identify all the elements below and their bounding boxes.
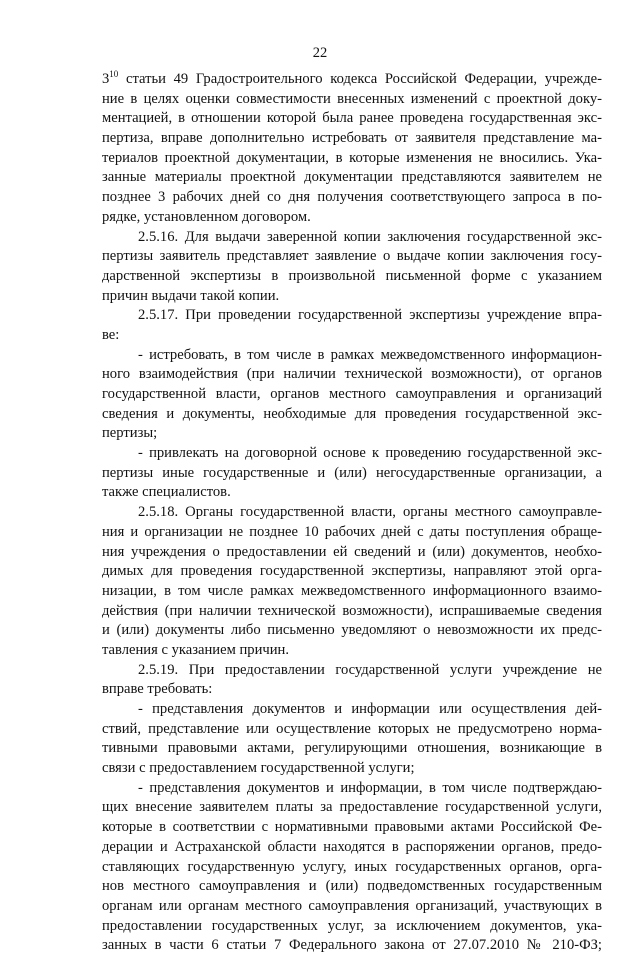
- text-line: связи с предоставлением государственной услуги;: [102, 760, 415, 777]
- text-line: димых для проведения государственной экспертизы, направляют этой орга-: [102, 563, 602, 580]
- text-line: которые в соответствии с нормативными правовыми актами Российской Фе-: [102, 819, 602, 836]
- text-line: позднее 3 рабочих дней со дня получения соответствующего запроса в по-: [102, 189, 602, 206]
- text-line: 2.5.17. При проведении государственной экспертизы учреждение впра-: [138, 307, 602, 324]
- text-line: государственной власти, органов местного самоуправления и организаций: [102, 386, 602, 402]
- text-line: ния учреждения о предоставлении ей сведений и (или) документов, необхо-: [102, 543, 602, 560]
- text-line: щих внесение заявителем платы за предоставление государственной услуги,: [102, 799, 602, 816]
- text-line: тавления с указанием причин.: [102, 641, 289, 658]
- text-line: действия (при наличии технической возможности), испрашиваемые сведения: [102, 602, 602, 619]
- text-line: пертиза, вправе дополнительно истребовать от заявителя представление ма-: [102, 130, 602, 147]
- text-line: ставляющих государственную услугу, иных государственных органов, орга-: [102, 858, 602, 875]
- text-line: дерации и Астраханской области находятся в распоряжении органов, предо-: [102, 838, 602, 855]
- text-line: дарственной экспертизы в произвольной письменной форме с указанием: [102, 267, 602, 284]
- text-line: 2.5.19. При предоставлении государственной услуги учреждение не: [138, 661, 602, 678]
- text-line: - представления документов и информации или осуществления дей-: [138, 701, 602, 717]
- text-line: ствий, представление или осуществление которых не предусмотрено норма-: [102, 720, 602, 737]
- text-line: органам или органам местного самоуправления организаций, участвующих в: [102, 897, 602, 914]
- text-line: пертизы иные государственные и (или) негосударственные организации, а: [102, 464, 602, 481]
- text-line: предоставлении государственных услуг, за исключением документов, ука-: [102, 917, 602, 934]
- text-line: низации, в том числе рамках межведомственного информационного взаимо-: [102, 582, 602, 599]
- reference-number: 3: [102, 71, 110, 87]
- text-line: вправе требовать:: [102, 681, 213, 698]
- text-line: [102, 70, 602, 90]
- text-line: пертизы заявитель представляет заявление о выдаче копии заключения госу-: [102, 248, 602, 265]
- text-line: причин выдачи такой копии.: [102, 287, 280, 304]
- text-line: тивными правовыми актами, регулирующими отношения, возникающие в: [102, 740, 602, 757]
- text-line: занных в части 6 статьи 7 Федерального закона от 27.07.2010 № 210-ФЗ;: [102, 937, 602, 954]
- text-line: ние в целях оценки совместимости внесенных изменений с проектной доку-: [102, 90, 602, 107]
- text-line: териалов проектной документации, в которые изменения не вносились. Ука-: [102, 149, 602, 166]
- reference-superscript: 10: [109, 69, 119, 79]
- text-line: сведения и документы, необходимые для проведения государственной экс-: [102, 405, 602, 422]
- text-line: ния и организации не позднее 10 рабочих дней с даты поступления обраще-: [102, 523, 602, 540]
- text-line: нов местного самоуправления и (или) подведомственных государственным: [102, 878, 602, 895]
- line-text: статьи 49 Градостроительного кодекса Российской Федерации, учрежде-: [118, 71, 602, 87]
- page-number: 22: [312, 45, 328, 61]
- text-line: и (или) документы либо письменно уведомляют о невозможности их предс-: [102, 622, 602, 639]
- text-line: 2.5.18. Органы государственной власти, органы местного самоуправле-: [138, 504, 602, 521]
- text-line: ве:: [102, 326, 120, 343]
- document-body: [102, 70, 602, 956]
- text-line: ного взаимодействия (при наличии технической возможности), от органов: [102, 366, 602, 383]
- text-line: - привлекать на договорной основе к проведению государственной экс-: [138, 445, 602, 462]
- text-line: пертизы;: [102, 425, 158, 442]
- text-line: - представления документов и информации, в том числе подтверждаю-: [138, 779, 602, 796]
- text-line: также специалистов.: [102, 484, 231, 501]
- text-line: ментацией, в отношении которой была ранее проведена государственная экс-: [102, 110, 602, 127]
- text-line: - истребовать, в том числе в рамках межведомственного информацион-: [138, 346, 602, 363]
- text-line: занные материалы проектной документации представляются заявителем не: [102, 169, 602, 186]
- text-line: рядке, установленном договором.: [102, 208, 311, 225]
- text-line: 2.5.16. Для выдачи заверенной копии заключения государственной экс-: [138, 228, 602, 245]
